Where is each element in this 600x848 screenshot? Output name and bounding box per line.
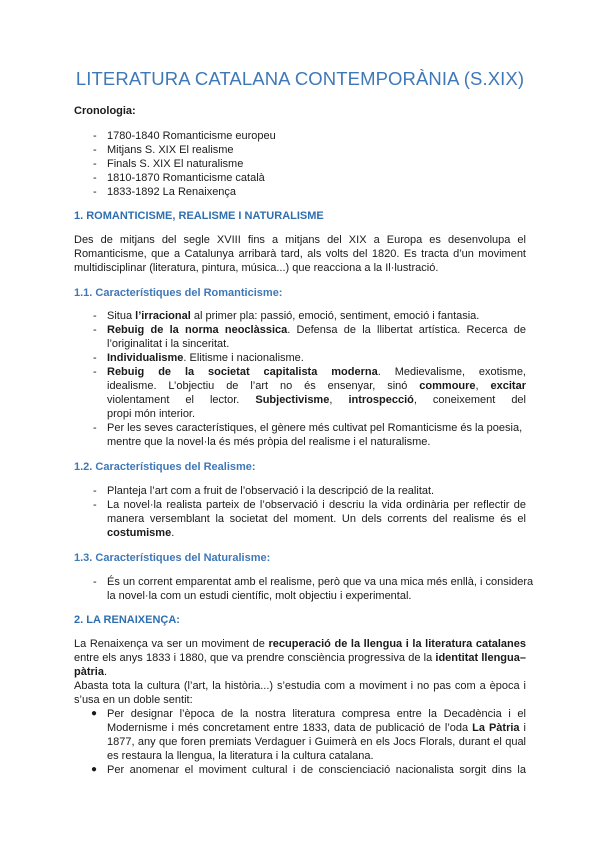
bullet-icon: ● bbox=[91, 708, 98, 719]
list-item-line: Per anomenar el moviment cultural i de conscienciació nacionalista sorgit dins la bbox=[107, 764, 526, 776]
paragraph-line: entre els anys 1833 i 1880, que va prendre consciència progressiva de la identitat llengua– bbox=[74, 652, 526, 664]
cronologia-item: Mitjans S. XIX El realisme bbox=[107, 144, 234, 156]
list-item-line: manera versemblant la societat del moment. Un dels corrents del realisme és el bbox=[107, 513, 526, 525]
list-item-line: l’originalitat i la sinceritat. bbox=[107, 338, 230, 350]
list-dash: - bbox=[93, 366, 97, 378]
list-dash: - bbox=[93, 144, 97, 156]
subsection-heading: 1.3. Característiques del Naturalisme: bbox=[74, 552, 271, 564]
section-heading: 2. LA RENAIXENÇA: bbox=[74, 614, 180, 626]
paragraph-line: multidisciplinar (literatura, pintura, música...) que reacciona a la Il·lustració. bbox=[74, 262, 439, 274]
list-dash: - bbox=[93, 130, 97, 142]
list-item-line: Planteja l’art com a fruit de l’observació i la descripció de la realitat. bbox=[107, 485, 435, 497]
list-dash: - bbox=[93, 186, 97, 198]
list-item-line: 1877, any que foren premiats Verdaguer i Guimerà en els Jocs Florals, durant el qual bbox=[107, 736, 526, 748]
page-title: LITERATURA CATALANA CONTEMPORÀNIA (S.XIX) bbox=[75, 68, 525, 89]
list-dash: - bbox=[93, 499, 97, 511]
list-item-line: violentament el lector. Subjectivisme, introspecció, coneixement del bbox=[107, 394, 526, 406]
list-dash: - bbox=[93, 158, 97, 170]
list-item-line: costumisme. bbox=[107, 527, 175, 539]
section-heading: 1. ROMANTICISME, REALISME I NATURALISME bbox=[74, 210, 324, 222]
list-item-line: Modernisme i més concretament entre 1833, data de publicació de l’oda La Pàtria i bbox=[107, 722, 526, 734]
list-item-line: La novel·la realista parteix de l’observació i descriu la vida ordinària per reflectir de bbox=[107, 499, 526, 511]
paragraph-line: Abasta tota la cultura (l’art, la història...) s’estudia com a moviment i no pas com a època i bbox=[74, 680, 526, 692]
list-item-line: Rebuig de la norma neoclàssica. Defensa de la llibertat artística. Recerca de bbox=[107, 324, 526, 336]
cronologia-item: 1810-1870 Romanticisme català bbox=[107, 172, 265, 184]
list-item-line: Rebuig de la societat capitalista moderna. Medievalisme, exotisme, bbox=[107, 366, 526, 378]
subsection-heading: 1.2. Característiques del Realisme: bbox=[74, 461, 256, 473]
paragraph-line: s’usa en un doble sentit: bbox=[74, 694, 193, 706]
list-dash: - bbox=[93, 576, 97, 588]
cronologia-item: Finals S. XIX El naturalisme bbox=[107, 158, 244, 170]
list-item-line: Individualisme. Elitisme i nacionalisme. bbox=[107, 352, 304, 364]
list-item-line: Situa l’irracional al primer pla: passió, emoció, sentiment, emoció i fantasia. bbox=[107, 310, 480, 322]
bullet-icon: ● bbox=[91, 764, 98, 775]
list-item-line: És un corrent emparentat amb el realisme, però que va una mica més enllà, i considera bbox=[107, 576, 534, 588]
list-dash: - bbox=[93, 310, 97, 322]
cronologia-label: Cronologia: bbox=[74, 105, 136, 117]
cronologia-item: 1780-1840 Romanticisme europeu bbox=[107, 130, 276, 142]
paragraph-line: La Renaixença va ser un moviment de recuperació de la llengua i la literatura catalanes bbox=[74, 638, 526, 650]
list-dash: - bbox=[93, 352, 97, 364]
paragraph-line: pàtria. bbox=[74, 666, 108, 678]
list-item-line: es restaura la llengua, la literatura i la cultura catalana. bbox=[107, 750, 374, 762]
list-item-line: propi món interior. bbox=[107, 408, 196, 420]
list-dash: - bbox=[93, 422, 97, 434]
list-item-line: Per designar l’època de la nostra literatura compresa entre la Decadència i el bbox=[107, 708, 526, 720]
list-dash: - bbox=[93, 324, 97, 336]
list-dash: - bbox=[93, 485, 97, 497]
subsection-heading: 1.1. Característiques del Romanticisme: bbox=[74, 287, 283, 299]
list-item-line: la novel·la com un estudi científic, molt objectiu i experimental. bbox=[107, 590, 412, 602]
paragraph-line: Des de mitjans del segle XVIII fins a mitjans del XIX a Europa es desenvolupa el bbox=[74, 234, 526, 246]
list-item-line: Per les seves característiques, el gènere més cultivat pel Romanticisme és la poesia, bbox=[107, 422, 523, 434]
list-item-line: idealisme. L’objectiu de l’art no és ensenyar, sinó commoure, excitar bbox=[107, 380, 526, 392]
list-dash: - bbox=[93, 172, 97, 184]
paragraph-line: Romanticisme, que a Catalunya arribarà tard, als volts del 1820. Es tracta d’un moviment bbox=[74, 248, 526, 260]
list-item-line: mentre que la novel·la és més pròpia del realisme i el naturalisme. bbox=[107, 436, 431, 448]
cronologia-item: 1833-1892 La Renaixença bbox=[107, 186, 237, 198]
